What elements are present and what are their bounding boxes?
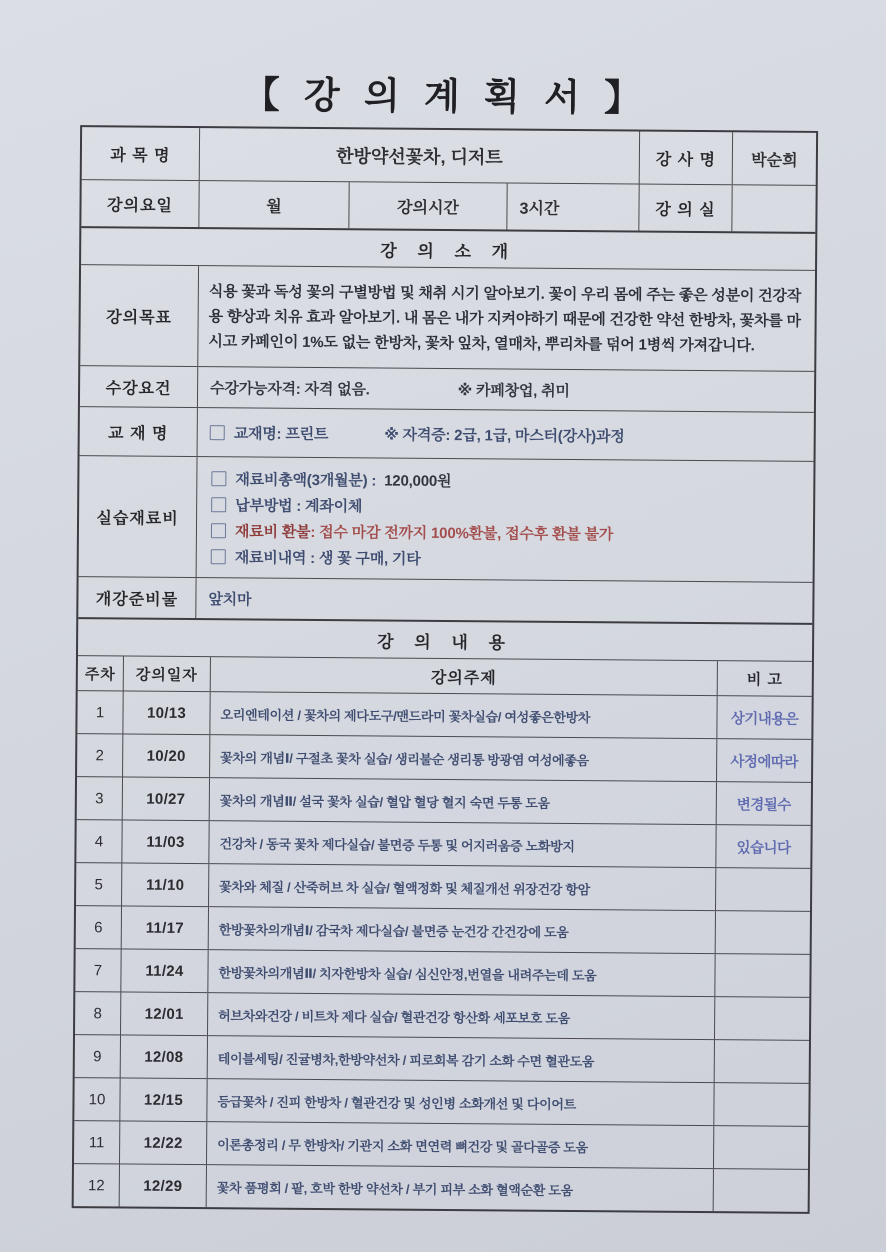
week-cell: 11: [88, 1133, 105, 1151]
topic-cell: 한방꽃차의개념Ⅰ/ 감국차 제다실습/ 불면증 눈건강 간건강에 도움: [208, 907, 715, 953]
paper: [3, 0, 886, 1198]
date-cell: 11/24: [120, 949, 207, 992]
schedule-info-row: [81, 179, 815, 232]
week-cell: 8: [93, 1004, 102, 1022]
col-week: 주차: [84, 665, 116, 683]
topic-cell: 꽃차의 개념Ⅱ/ 설국 꽃차 실습/ 혈압 혈당 혈지 숙면 두통 도움: [209, 778, 716, 824]
note-cell: [713, 1126, 808, 1169]
intro-section-title: 강 의 소 개: [380, 241, 517, 262]
checkbox-icon: [211, 523, 226, 538]
note-cell: 상기내용은: [716, 696, 811, 739]
date-cell: 11/03: [121, 820, 208, 863]
schedule-row: [75, 948, 809, 997]
content-section-header: [78, 617, 812, 661]
topic-cell: 이론총정리 / 무 한방차/ 기관지 소화 면연력 뼈건강 및 골다골증 도움: [206, 1122, 713, 1168]
materials-refund-strong: 재료비 환불: [234, 522, 311, 541]
goal-row: [80, 264, 815, 371]
schedule-header-row: [78, 655, 812, 696]
requirement-note: ※ 카페창업, 취미: [457, 381, 570, 400]
week-cell: 4: [94, 832, 104, 850]
goal-text: 식용 꽃과 독성 꽃의 구별방법 및 채취 시기 알아보기. 꽃이 우리 몸에 주는 좋은 성분이 건강작용 향상과 치유 효과 알아보기. 내 몸은 내가 지켜야하기 때문에 건강한 약선 한방차, 꽃차를 마시고 카페인이 1%도 없는 한방차, 꽃차 잎차, 열매차, 뿌리차를 덖어 1병씩 가져갑니다.: [208, 282, 802, 354]
note-cell: 사정에따라: [716, 739, 811, 782]
schedule-row: [75, 991, 809, 1040]
checkbox-icon: [211, 549, 226, 564]
note-cell: [714, 997, 809, 1040]
instructor-value: 박순희: [732, 132, 816, 185]
date-cell: 11/10: [121, 863, 208, 906]
date-cell: 11/17: [121, 906, 208, 949]
topic-cell: 한방꽃차의개념Ⅱ/ 치자한방차 실습/ 심신안정,번열을 내려주는데 도움: [207, 950, 714, 996]
requirement-row: [80, 365, 814, 412]
week-cell: 5: [94, 875, 103, 893]
checkbox-icon: [211, 497, 226, 512]
week-cell: 1: [95, 703, 105, 721]
note-cell: [715, 911, 810, 954]
date-cell: 12/15: [119, 1078, 206, 1121]
requirement-label: 수강요건: [105, 379, 172, 398]
intro-section-header: [81, 226, 815, 270]
materials-detail-text: 재료비내역 : 생 꽃 구매, 기타: [234, 548, 421, 568]
textbook-row: [80, 406, 814, 461]
instructor-label: 강 사 명: [639, 132, 732, 185]
content-section-title: 강 의 내 용: [377, 631, 514, 653]
note-cell: [715, 868, 810, 911]
room-value: [731, 185, 815, 232]
note-cell: [713, 1169, 808, 1212]
materials-row: [79, 455, 814, 582]
week-cell: 12: [87, 1176, 105, 1194]
room-label: 강 의 실: [638, 185, 731, 232]
col-note: 비 고: [717, 661, 812, 696]
week-cell: 6: [94, 918, 103, 936]
materials-label: 실습재료비: [96, 509, 179, 528]
note-cell: [713, 1083, 808, 1126]
prep-label: 개강준비물: [95, 590, 179, 609]
topic-cell: 꽃차 품평회 / 팥, 호박 한방 약선차 / 부기 피부 소화 혈액순환 도움: [206, 1165, 713, 1211]
schedule-row: [76, 862, 810, 911]
date-cell: 10/13: [122, 691, 209, 734]
topic-cell: 건강차 / 동국 꽃차 제다실습/ 불면증 두통 및 어지러움증 노화방지: [208, 821, 715, 867]
schedule-row: [77, 776, 811, 825]
materials-payment-text: 납부방법 : 계좌이체: [235, 496, 363, 515]
checkbox-icon: [210, 425, 225, 440]
col-topic: 강의주제: [210, 657, 717, 695]
textbook-note: ※ 자격증: 2급, 1급, 마스터(강사)과정: [384, 426, 625, 445]
date-cell: 12/29: [119, 1164, 206, 1207]
schedule-row: [75, 1034, 809, 1083]
note-cell: 있습니다: [715, 825, 810, 868]
schedule-row: [76, 819, 810, 868]
note-cell: 변경될수: [716, 782, 811, 825]
day-value: 월: [198, 181, 348, 228]
materials-total-label: 재료비총액(3개월분) :: [235, 470, 377, 489]
note-cell: [714, 954, 809, 997]
goal-label: 강의목표: [106, 308, 173, 327]
topic-cell: 꽃차의 개념Ⅰ/ 구절초 꽃차 실습/ 생리불순 생리통 방광염 여성에좋음: [209, 735, 716, 781]
subject-value: 한방약선꽃차, 디저트: [199, 128, 639, 183]
textbook-label: 교 재 명: [108, 424, 169, 443]
week-cell: 2: [95, 746, 104, 764]
date-cell: 12/08: [120, 1035, 207, 1078]
week-cell: 3: [95, 789, 104, 807]
week-cell: 7: [93, 961, 103, 979]
materials-total-value: 120,000원: [384, 472, 452, 490]
date-cell: 12/22: [119, 1121, 206, 1164]
col-date: 강의일자: [123, 656, 210, 691]
prep-row: [78, 576, 812, 623]
subject-label: 과 목 명: [110, 146, 171, 165]
time-label: 강의시간: [348, 182, 506, 229]
topic-cell: 테이블세팅/ 진귤병차,한방약선차 / 피로회복 감기 소화 수면 혈관도움: [207, 1036, 714, 1082]
subject-row: [82, 127, 816, 185]
topic-cell: 등급꽃차 / 진피 한방차 / 혈관건강 및 성인병 소화개선 및 다이어트: [206, 1079, 713, 1125]
materials-line-total: [211, 465, 451, 493]
time-value: 3시간: [506, 183, 638, 230]
week-cell: 9: [93, 1047, 102, 1065]
materials-line-detail: [211, 543, 421, 571]
date-cell: 10/27: [122, 777, 209, 820]
schedule-row: [74, 1163, 808, 1212]
materials-line-payment: [211, 491, 362, 518]
topic-cell: 오리엔테이션 / 꽃차의 제다도구/맨드라미 꽃차실습/ 여성좋은한방차: [209, 692, 716, 738]
schedule-row: [74, 1077, 808, 1126]
schedule-row: [77, 690, 811, 739]
date-cell: 10/20: [122, 734, 209, 777]
textbook-text: 교재명: 프린트: [233, 424, 329, 443]
checkbox-icon: [211, 471, 226, 486]
materials-line-refund: [211, 517, 613, 546]
topic-cell: 꽃차와 체질 / 산죽허브 차 실습/ 혈액정화 및 체질개선 위장건강 항암: [208, 864, 715, 910]
materials-refund-rest: : 접수 마감 전까지 100%환불, 접수후 환불 불가: [310, 523, 614, 543]
schedule-row: [74, 1120, 808, 1169]
schedule-row: [76, 905, 810, 954]
note-cell: [714, 1040, 809, 1083]
page-title: 【 강 의 계 획 서 】: [242, 74, 649, 119]
schedule-row: [77, 733, 811, 782]
day-label: 강의요일: [107, 196, 173, 215]
topic-cell: 허브차와건강 / 비트차 제다 실습/ 혈관건강 항산화 세포보호 도움: [207, 993, 714, 1039]
syllabus-form: [72, 125, 818, 1214]
date-cell: 12/01: [120, 992, 207, 1035]
prep-text: 앞치마: [208, 590, 252, 609]
requirement-text: 수강가능자격: 자격 없음.: [210, 379, 370, 398]
week-cell: 10: [88, 1090, 106, 1108]
